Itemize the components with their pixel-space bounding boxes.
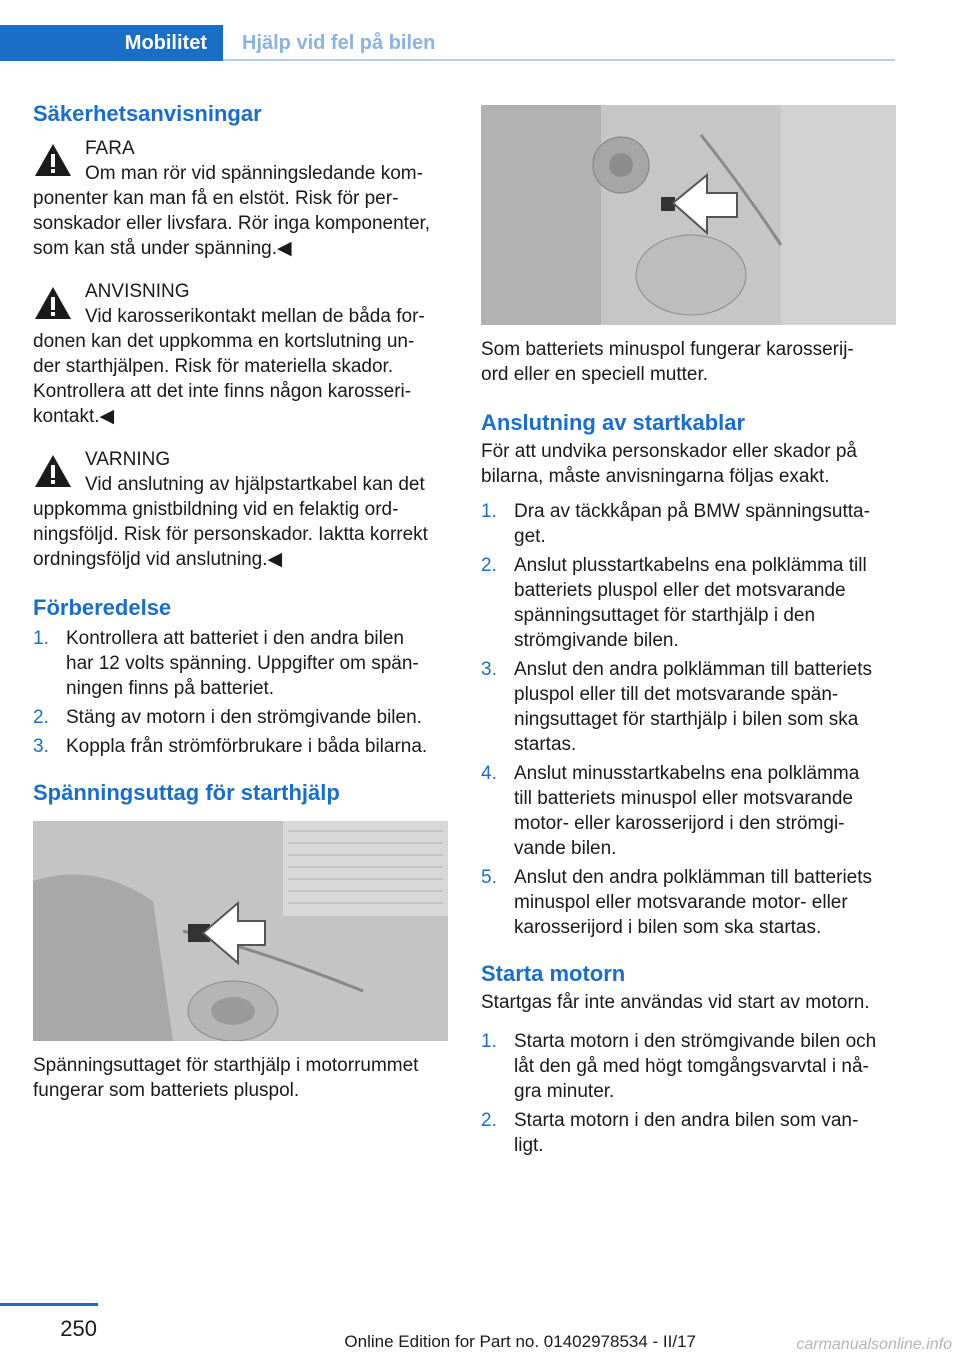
ground-caption-line: ord eller en speciell mutter. [481, 364, 709, 385]
step-text-line: Kontrollera att batteriet i den andra bilen [66, 628, 404, 649]
list-item [481, 1029, 897, 1104]
list-item [481, 865, 897, 940]
left-column [33, 100, 449, 1103]
step-text-line: pluspol eller till det motsvarande spän- [514, 684, 839, 705]
warning-text-line: kontakt.◀ [33, 406, 115, 427]
warning-text-line: ponenter kan man få en elstöt. Risk för per- [33, 188, 399, 209]
tab-hjalp-vid-fel[interactable]: Hjälp vid fel på bilen [242, 31, 436, 54]
page-header [0, 0, 960, 62]
list-item [33, 734, 449, 759]
warning-varning [33, 447, 449, 572]
step-text-line: Dra av täckkåpan på BMW spänningsutta- [514, 501, 870, 522]
engine-bay-photo-ground [481, 105, 896, 325]
step-text-line: Koppla från strömförbrukare i båda bilarna. [66, 736, 428, 757]
step-text-line: Starta motorn i den andra bilen som van- [514, 1110, 859, 1131]
step-text-line: Anslut den andra polklämman till batteriets [514, 867, 873, 888]
step-text-line: batteriets pluspol eller det motsvarande [514, 580, 846, 601]
step-text-line: Anslut minusstartkabelns ena polklämma [514, 763, 860, 784]
warning-text-line: Kontrollera att det inte finns någon karosseri- [33, 381, 412, 402]
warning-fara [33, 136, 449, 261]
list-item [33, 705, 449, 730]
warning-label: FARA [85, 138, 135, 159]
step-text-line: gra minuter. [514, 1081, 615, 1102]
warning-text-line: ningsföljd. Risk för personskador. Iaktta korrekt [33, 524, 428, 545]
list-item [33, 626, 449, 701]
warning-text-line: ordningsföljd vid anslutning.◀ [33, 549, 283, 570]
step-number: 3. [481, 659, 497, 680]
warning-label: ANVISNING [85, 281, 190, 302]
warning-text-line: donen kan det uppkomma en kortslutning un- [33, 331, 415, 352]
step-text-line: ligt. [514, 1135, 544, 1156]
step-text-line: har 12 volts spänning. Uppgifter om spän- [66, 653, 419, 674]
connect-intro-line: bilarna, måste anvisningarna följas exakt. [481, 466, 830, 487]
step-text-line: ningsuttaget för starthjälp i bilen som ska [514, 709, 859, 730]
step-text-line: vande bilen. [514, 838, 617, 859]
step-text-line: Starta motorn i den strömgivande bilen och [514, 1031, 877, 1052]
step-text-line: Stäng av motorn i den strömgivande bilen. [66, 707, 422, 728]
step-text-line: minuspol eller motsvarande motor- eller [514, 892, 848, 913]
edition-note: Online Edition for Part no. 01402978534 - II/17 [344, 1332, 696, 1351]
warning-anvisning [33, 279, 449, 429]
page-number: 250 [60, 1316, 97, 1341]
step-text-line: spänningsuttaget för starthjälp i den [514, 605, 816, 626]
list-item [481, 499, 897, 549]
warning-triangle-icon [33, 285, 73, 321]
start-steps-list [481, 1029, 897, 1158]
prep-steps-list [33, 626, 449, 759]
warning-label: VARNING [85, 449, 171, 470]
step-number: 1. [33, 628, 49, 649]
list-item [481, 553, 897, 653]
warning-text-line: sonskador eller livsfara. Rör inga komponenter, [33, 213, 431, 234]
socket-heading: Spänningsuttag för starthjälp [33, 780, 340, 805]
step-number: 2. [33, 707, 49, 728]
step-text-line: startas. [514, 734, 577, 755]
socket-caption-line: fungerar som batteriets pluspol. [33, 1080, 300, 1101]
footer-accent-rule [0, 1303, 98, 1306]
step-text-line: karosserijord i bilen som ska startas. [514, 917, 822, 938]
tab-mobilitet[interactable]: Mobilitet [0, 25, 223, 61]
engine-bay-photo-socket [33, 821, 448, 1041]
connect-steps-list [481, 499, 897, 940]
step-text-line: till batteriets minuspol eller motsvarande [514, 788, 853, 809]
warning-text-line: Vid anslutning av hjälpstartkabel kan det [85, 474, 425, 495]
connect-heading: Anslutning av startkablar [481, 410, 746, 435]
safety-heading: Säkerhetsanvisningar [33, 101, 262, 126]
list-item [481, 761, 897, 861]
step-number: 1. [481, 501, 497, 522]
step-number: 5. [481, 867, 497, 888]
start-heading: Starta motorn [481, 961, 626, 986]
step-text-line: låt den gå med högt tomgångsvarvtal i nå- [514, 1056, 869, 1077]
warning-text-line: som kan stå under spänning.◀ [33, 238, 292, 259]
engine-bay-illustration [33, 821, 448, 1041]
right-column [481, 105, 897, 1158]
header-divider [223, 59, 895, 61]
step-text-line: Anslut den andra polklämman till batteriets [514, 659, 873, 680]
list-item [481, 1108, 897, 1158]
step-number: 1. [481, 1031, 497, 1052]
step-number: 3. [33, 736, 49, 757]
warning-text-line: der starthjälpen. Risk för materiella skador. [33, 356, 394, 377]
step-text-line: motor- eller karosserijord i den strömgi- [514, 813, 845, 834]
socket-caption-line: Spänningsuttaget för starthjälp i motorrummet [33, 1055, 419, 1076]
warning-triangle-icon [33, 142, 73, 178]
list-item [481, 657, 897, 757]
warning-text-line: Om man rör vid spänningsledande kom- [85, 163, 423, 184]
step-number: 2. [481, 1110, 497, 1131]
warning-text-line: uppkomma gnistbildning vid en felaktig ord- [33, 499, 399, 520]
warning-triangle-icon [33, 453, 73, 489]
connect-intro-line: För att undvika personskador eller skador på [481, 441, 857, 462]
step-number: 2. [481, 555, 497, 576]
engine-bay-illustration [481, 105, 896, 325]
watermark: carmanualsonline.info [796, 1336, 952, 1353]
warning-text-line: Vid karosserikontakt mellan de båda for- [85, 306, 425, 327]
prep-heading: Förberedelse [33, 595, 172, 620]
step-number: 4. [481, 763, 497, 784]
step-text-line: get. [514, 526, 546, 547]
step-text-line: Anslut plusstartkabelns ena polklämma till [514, 555, 867, 576]
start-intro: Startgas får inte användas vid start av motorn. [481, 992, 870, 1013]
step-text-line: strömgivande bilen. [514, 630, 679, 651]
ground-caption-line: Som batteriets minuspol fungerar karosserij- [481, 339, 854, 360]
step-text-line: ningen finns på batteriet. [66, 678, 275, 699]
